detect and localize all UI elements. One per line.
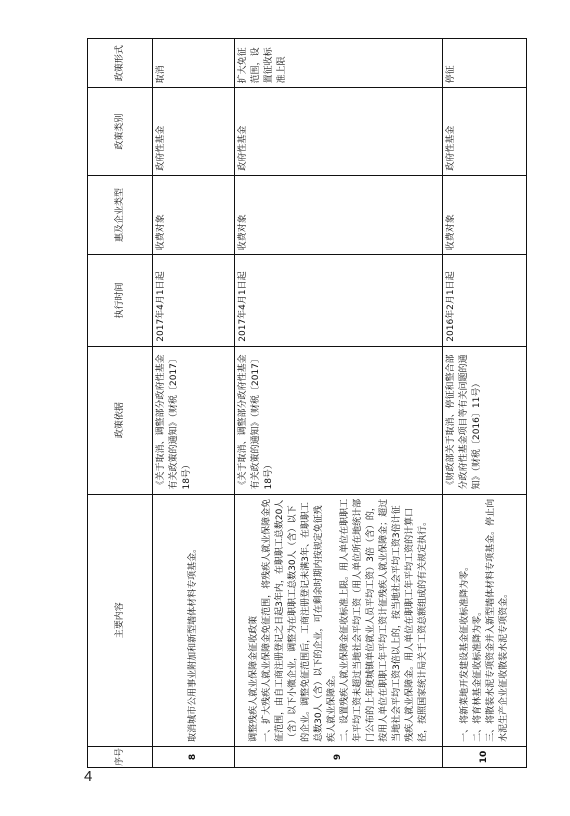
row-form: 停征 [443,39,527,88]
page-number: 4 [84,768,93,785]
row-basis: 《关于取消、调整部分政府性基金有关政策的通知》（财税〔2017〕18号） [235,346,443,494]
row-content [153,494,235,746]
header-form: 政策形式 [88,39,153,88]
row-enterprise: 收费对象 [153,175,235,254]
row-enterprise: 收费对象 [235,175,443,254]
content-line: 二、设置残疾人就业保障金征收标准上限。用人单位在职职工年平均工资未超过当地社会平均工资（用人单位所在地统计部门公布的上年度城镇单位就业人员平均工资）3倍（含）的，按用人单位在职职工年平均工资计征残疾人就业保障金；超过当地社会平均工资3倍以上的，按当地社会平均工资3倍计征残疾人就业保障金。用人单位在职职工年平均工资的计算口径，按照国家统计局关于工资总额组成的有关规定执行。 [339,498,428,742]
row-type: 政府性基金 [235,88,443,175]
content-line: 一、扩大残疾人就业保障金免征范围，将残疾人就业保障金免征范围，由自工商注册登记之日起3年内，在职职工总数20人（含）以下小微企业，调整为在职职工总数30人（含）以下的企业。调整免征范围后，工商注册登记未满3年、在职职工总数30人（含）以下的企业，可在剩余时期内按规定免征残疾人就业保障金。 [261,498,337,742]
table-row [235,39,443,768]
content-line: 一、将新菜地开发建设基金征收标准降为零。 [459,561,470,742]
row-time: 2017年4月1日起 [153,255,235,347]
content-line: 调整残疾人就业保障金征收政策 [248,615,259,742]
content-line: 二、将育林基金征收标准降为零。 [472,606,483,742]
content-line: 取消城市公用事业附加和新型墙体材料专项基金。 [188,543,198,742]
header-content: 主要内容 [88,494,153,746]
policy-table [87,38,527,768]
row-enterprise: 收费对象 [443,175,527,254]
header-enterprise: 惠及企业类型 [88,175,153,254]
content-line: 三、将散装水泥专项资金并入新型墙体材料专项基金。停止向水泥生产企业征收散装水泥专项资金。 [485,498,509,742]
row-form: 扩大免征范围，设置征收标准上限 [235,39,443,88]
table-row [443,39,527,768]
row-type: 政府性基金 [153,88,235,175]
header-time: 执行时间 [88,255,153,347]
row-time: 2016年2月1日起 [443,255,527,347]
rotated-table-frame [87,38,521,768]
row-form: 取消 [153,39,235,88]
row-basis: 《财政部关于取消、停征和整合部分政府性基金项目等有关问题的通知》（财税〔2016〕11号） [443,346,527,494]
row-type: 政府性基金 [443,88,527,175]
table-row [153,39,235,768]
row-no: 10 [443,746,527,767]
row-no: 8 [153,746,235,767]
header-basis: 政策依据 [88,346,153,494]
row-content [443,494,527,746]
header-no: 序号 [88,746,153,767]
row-no: 9 [235,746,443,767]
row-time: 2017年4月1日起 [235,255,443,347]
header-type: 政策类别 [88,88,153,175]
table-header-row [88,39,153,768]
row-content [235,494,443,746]
row-basis: 《关于取消、调整部分政府性基金有关政策的通知》（财税〔2017〕18号） [153,346,235,494]
